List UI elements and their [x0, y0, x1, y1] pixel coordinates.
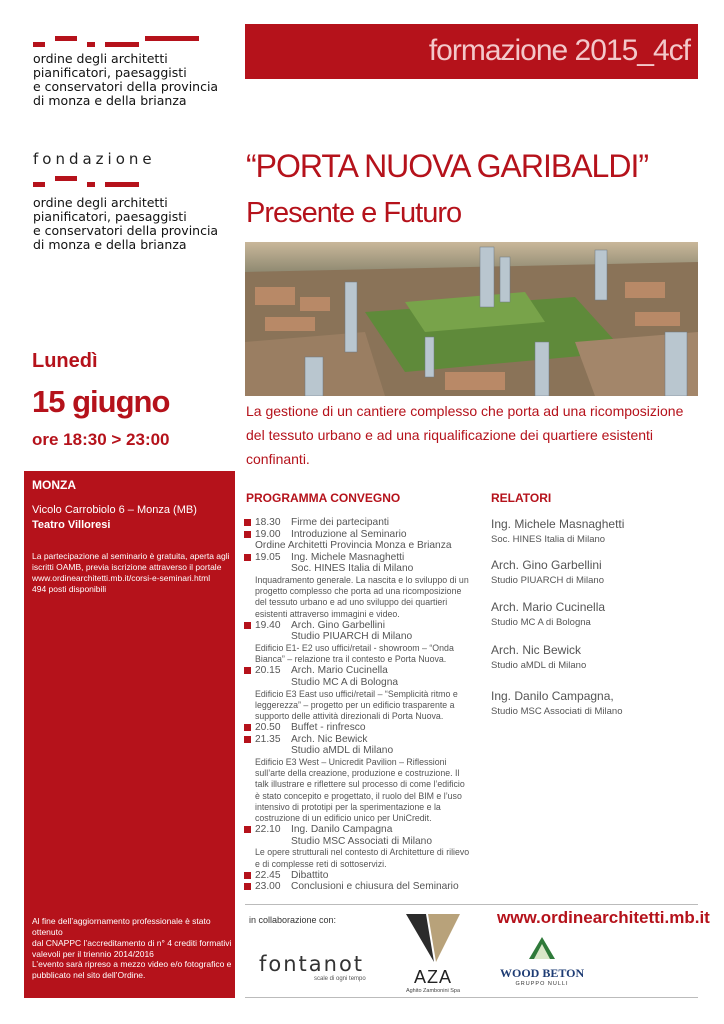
program-text: Arch. Nic Bewick	[291, 733, 368, 745]
bullet-square-icon	[244, 883, 251, 890]
program-heading: PROGRAMMA CONVEGNO	[246, 491, 401, 505]
org-name: ordine degli architetti pianificatori, paesaggisti e conservatori della provincia di monza e della brianza	[33, 51, 219, 108]
program-item	[244, 734, 484, 746]
aza-logo: AZA Aghito Zambonini Spa	[403, 912, 463, 994]
aza-mark-icon	[404, 912, 462, 964]
bullet-square-icon	[244, 531, 251, 538]
program-item	[244, 665, 484, 677]
footer-divider	[245, 904, 698, 905]
woodbeton-logo: WOOD BETON GRUPPO NULLI	[500, 935, 584, 987]
website-link[interactable]: www.ordinearchitetti.mb.it	[497, 908, 710, 927]
event-description: La gestione di un cantiere complesso che porta ad una ricomposizione del tessuto urbano e ad una riqualificazione dei quartiere esistenti confinanti.	[246, 403, 684, 467]
collab-label: in collaborazione con:	[249, 915, 337, 925]
aerial-photo	[245, 242, 698, 396]
program-description: Edificio E1- E2 uso uffici/retail - showroom – “Onda	[255, 642, 454, 653]
program-description: costruzione di un edificio unico per UniCredit.	[255, 812, 432, 823]
program-description: e di complesse reti di sottoservizi.	[255, 858, 387, 869]
bullet-square-icon	[244, 554, 251, 561]
event-title: “PORTA NUOVA GARIBALDI”	[246, 148, 648, 184]
program-item	[244, 870, 484, 882]
bullet-square-icon	[244, 667, 251, 674]
program-time: 20.15	[255, 665, 281, 677]
program-description: leggerezza” – progetto per un edificio trasparente a	[255, 699, 455, 710]
program-time: 22.10	[255, 824, 281, 836]
bullet-square-icon	[244, 736, 251, 743]
program-sub: Ordine Architetti Provincia Monza e Brianza	[255, 540, 452, 552]
program-text: Conclusioni e chiusura del Seminario	[291, 881, 459, 893]
program-text: Ing. Michele Masnaghetti	[291, 551, 405, 563]
event-day: Lunedì	[32, 350, 98, 372]
program-text: Introduzione al Seminario	[291, 528, 407, 540]
program-affiliation: Soc. HINES Italia di Milano	[291, 563, 414, 575]
program-item	[244, 824, 484, 836]
program-text: Ing. Danilo Campagna	[291, 824, 393, 836]
participation-note: La partecipazione al seminario è gratuita, aperta agli iscritti OAMB, previa iscrizione attraverso il portale www.ordinearchitetti.mb.it/corsi-e-seminari.html 494 posti disponibili	[32, 551, 230, 594]
program-text: Arch. Mario Cucinella	[291, 665, 388, 677]
program-description: supporto delle attività direzionali di Porta Nuova.	[255, 710, 444, 721]
program-time: 23.00	[255, 881, 281, 893]
footer-divider-bottom	[245, 997, 698, 998]
speaker-item: Ing. Michele Masnaghetti Soc. HINES Italia di Milano	[491, 517, 625, 545]
event-subtitle: Presente e Futuro	[246, 197, 462, 229]
fontanot-logo: fontanot scale di ogni tempo	[259, 952, 366, 982]
program-affiliation: Studio PIUARCH di Milano	[291, 631, 413, 643]
program-description: Edificio E3 East uso uffici/retail – “Semplicità ritmo e	[255, 688, 458, 699]
bullet-square-icon	[244, 519, 251, 526]
program-description: talk illustrare e riflettere sul processo di come l’edificio	[255, 779, 465, 790]
series-label: formazione 2015_4cf	[428, 34, 690, 67]
program-affiliation: Studio aMDL di Milano	[291, 745, 394, 757]
program-item	[244, 722, 484, 734]
program-description: esistenti attraverso immagini e video.	[255, 608, 400, 619]
location-city: MONZA	[32, 478, 76, 492]
woodbeton-mark-icon	[527, 935, 557, 961]
program-description: Le opere strutturali nel contesto di Architetture di rilievo	[255, 847, 470, 858]
program-description: progetto complesso che porta ad una ricomposizione	[255, 586, 462, 597]
program-description: Edificio E3 West – Unicredit Pavilion – Riflessioni	[255, 756, 447, 767]
program-text: Firme dei partecipanti	[291, 517, 389, 528]
program-time: 19.40	[255, 619, 281, 631]
program-affiliation: Studio MC A di Bologna	[291, 676, 399, 688]
program-description: Bianca” – relazione tra il contesto e Porta Nuova.	[255, 654, 447, 665]
program-item	[244, 620, 484, 632]
fondazione-logo-mark	[33, 176, 143, 184]
program-time: 19.00	[255, 528, 281, 540]
program-text: Buffet - rinfresco	[291, 722, 366, 734]
event-date: 15 giugno	[32, 384, 170, 419]
fondazione-label: fondazione	[33, 150, 156, 168]
program-affiliation: Studio MSC Associati di Milano	[291, 835, 432, 847]
program-time: 22.45	[255, 869, 281, 881]
bullet-square-icon	[244, 826, 251, 833]
program-list	[244, 517, 484, 893]
program-time: 21.35	[255, 733, 281, 745]
speaker-item: Arch. Nic Bewick Studio aMDL di Milano	[491, 643, 587, 671]
program-item	[244, 552, 484, 564]
event-time: ore 18:30 > 23:00	[32, 430, 170, 449]
program-item	[244, 529, 484, 541]
speakers-heading: RELATORI	[491, 491, 552, 505]
speaker-item: Ing. Danilo Campagna, Studio MSC Associati di Milano	[491, 689, 623, 717]
fondazione-org-name: ordine degli architetti pianificatori, paesaggisti e conservatori della provincia di monza e della brianza	[33, 195, 219, 252]
program-item	[244, 881, 484, 893]
series-banner	[245, 24, 698, 79]
bullet-square-icon	[244, 872, 251, 879]
program-time: 20.50	[255, 722, 281, 734]
program-time: 19.05	[255, 551, 281, 563]
speaker-item: Arch. Mario Cucinella Studio MC A di Bologna	[491, 600, 606, 628]
program-description: sull’arte della creazione, produzione e costruzione. Il	[255, 768, 460, 779]
credits-note: Al fine dell’aggiornamento professionale è stato ottenuto dal CNAPPC l’accreditamento di n° 4 crediti formativi valevoli per il triennio 2014/2016	[32, 916, 232, 959]
bullet-square-icon	[244, 622, 251, 629]
speaker-item: Arch. Gino Garbellini Studio PIUARCH di Milano	[491, 558, 604, 586]
program-description: Inquadramento generale. La nascita e lo sviluppo di un	[255, 574, 469, 585]
location-address: Vicolo Carrobiolo 6 – Monza (MB)	[32, 504, 197, 516]
video-note: L’evento sarà ripreso a mezzo video e/o fotografico e pubblicato nel sito dell’Ordine.	[32, 959, 232, 980]
location-panel	[24, 471, 235, 998]
program-description: del tessuto urbano e ad uno sviluppo dei quartieri	[255, 597, 448, 608]
program-item	[244, 517, 484, 529]
org-logo-mark	[33, 36, 173, 44]
program-text: Arch. Gino Garbellini	[291, 619, 385, 631]
program-time: 18.30	[255, 517, 281, 528]
bullet-square-icon	[244, 724, 251, 731]
location-venue: Teatro Villoresi	[32, 519, 111, 531]
program-description: intensivo di prototipi per la sperimentazione e la	[255, 801, 441, 812]
program-text: Dibattito	[291, 869, 329, 881]
program-description: è stato concepito e progettato, il ruolo del BIM e l’uso	[255, 790, 462, 801]
